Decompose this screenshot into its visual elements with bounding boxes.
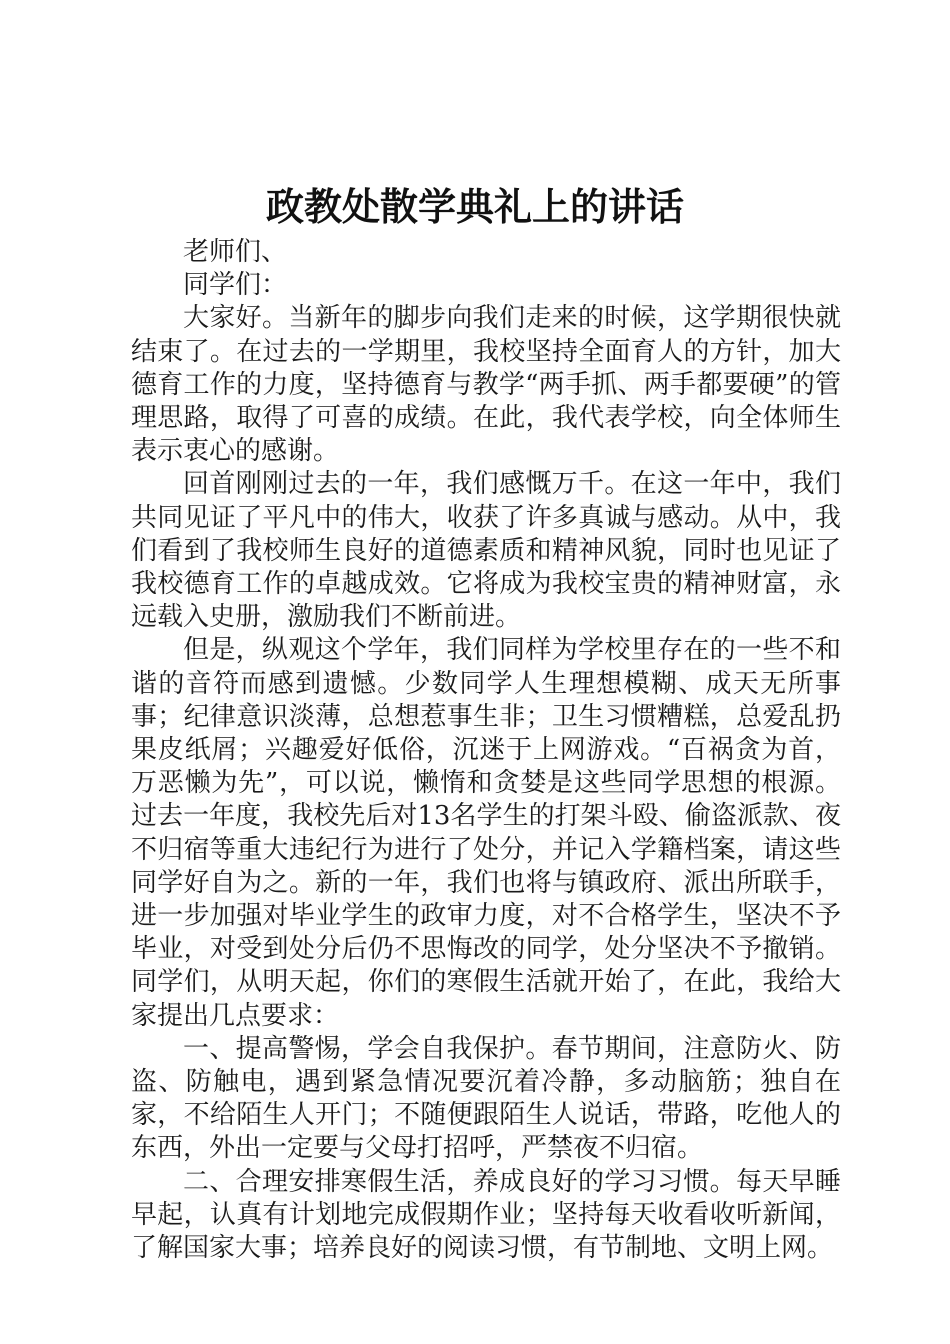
paragraph-review: 回首刚刚过去的一年，我们感慨万千。在这一年中，我们共同见证了平凡中的伟大，收获了许多真诚与感动。从中，我们看到了我校师生良好的道德素质和精神风貌，同时也见证了我校德育工作的卓越成效。它将成为我校宝贵的精神财富，永远载入史册，激励我们不断前进。 <box>131 469 841 633</box>
document-body <box>131 236 841 1265</box>
paragraph-requirement-2: 二、合理安排寒假生活，养成良好的学习习惯。每天早睡早起，认真有计划地完成假期作业；坚持每天收看收听新闻，了解国家大事；培养良好的阅读习惯，有节制地、文明上网。 <box>131 1166 841 1264</box>
salutation-teachers: 老师们、 <box>183 237 288 267</box>
paragraph-concerns: 但是，纵观这个学年，我们同样为学校里存在的一些不和谐的音符而感到遗憾。少数同学人生理想模糊、成天无所事事；纪律意识淡薄，总想惹事生非；卫生习惯糟糕，总爱乱扔果皮纸屑；兴趣爱好低俗，沉迷于上网游戏。“百祸贪为首，万恶懒为先”，可以说，懒惰和贪婪是这些同学思想的根源。过去一年度，我校先后对13名学生的打架斗殴、偷盗派款、夜不归宿等重大违纪行为进行了处分，并记入学籍档案，请这些同学好自为之。新的一年，我们也将与镇政府、派出所联手，进一步加强对毕业学生的政审力度，对不合格学生，坚决不予毕业，对受到处分后仍不思悔改的同学，处分坚决不予撤销。同学们，从明天起，你们的寒假生活就开始了，在此，我给大家提出几点要求： <box>131 635 841 1031</box>
paragraph-requirement-1: 一、提高警惕，学会自我保护。春节期间，注意防火、防盗、防触电，遇到紧急情况要沉着冷静，多动脑筋；独自在家，不给陌生人开门；不随便跟陌生人说话，带路，吃他人的东西，外出一定要与父母打招呼，严禁夜不归宿。 <box>131 1033 841 1164</box>
salutation-students: 同学们： <box>183 270 288 301</box>
paragraph-greeting: 大家好。当新年的脚步向我们走来的时候，这学期很快就结束了。在过去的一学期里，我校坚持全面育人的方针，加大德育工作的力度，坚持德育与教学“两手抓、两手都要硬”的管理思路，取得了可喜的成绩。在此，我代表学校，向全体师生表示衷心的感谢。 <box>131 303 841 467</box>
document-title: 政教处散学典礼上的讲话 <box>265 184 684 229</box>
